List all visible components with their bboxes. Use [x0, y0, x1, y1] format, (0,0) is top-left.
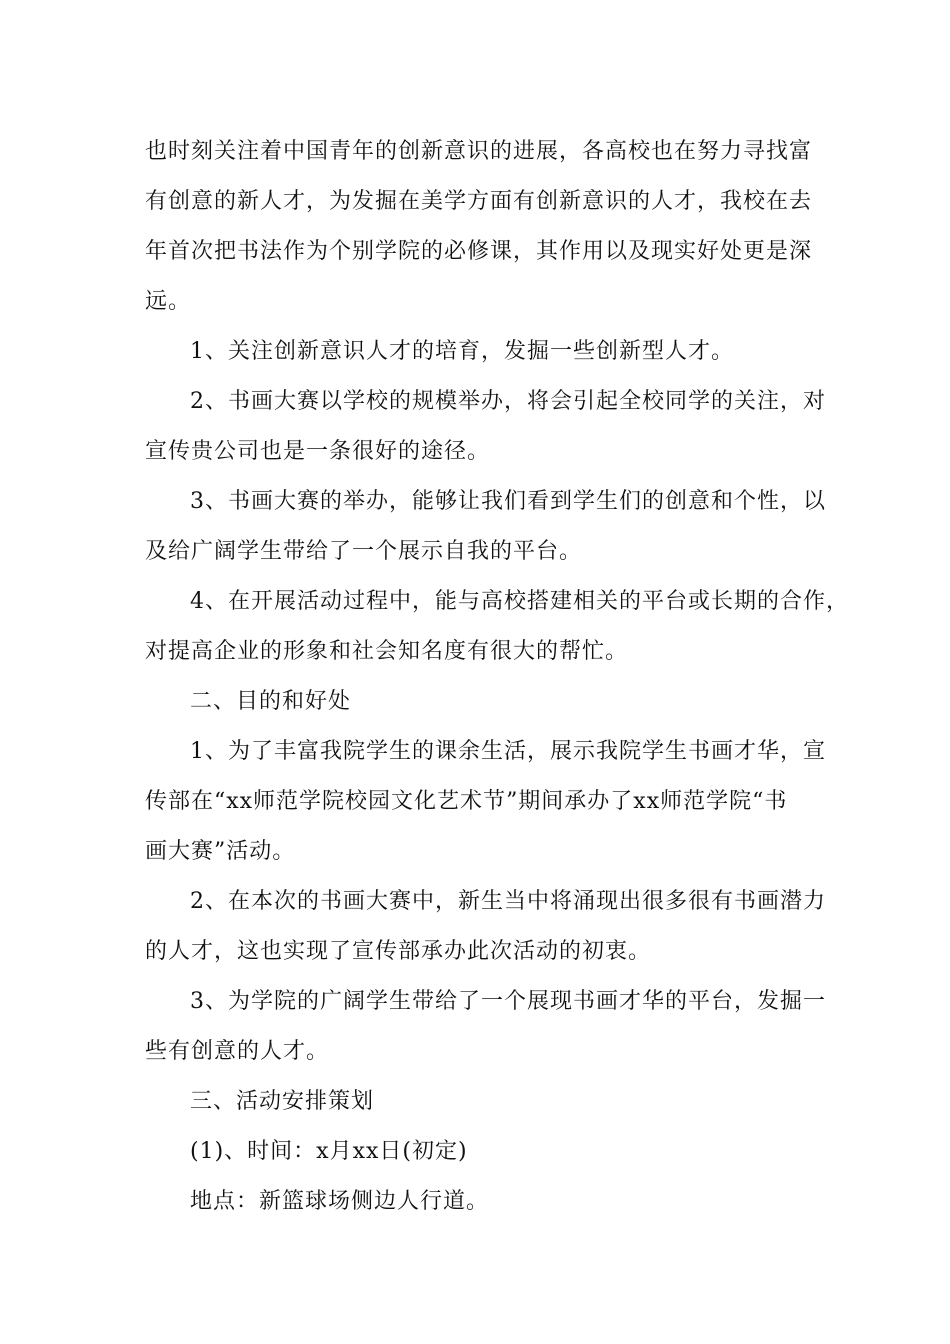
purpose-item-3: 3、为学院的广阔学生带给了一个展现书画才华的平台，发掘一 [190, 989, 826, 1014]
list-item-1: 1、关注创新意识人才的培育，发掘一些创新型人才。 [190, 339, 734, 364]
schedule-time: (1)、时间：x月xx日(初定) [190, 1139, 468, 1164]
purpose-item-1-cont: 画大赛”活动。 [145, 839, 296, 864]
list-item-4: 4、在开展活动过程中，能与高校搭建相关的平台或长期的合作， [190, 589, 849, 614]
list-item-2: 2、书画大赛以学校的规模举办，将会引起全校同学的关注，对 [190, 389, 826, 414]
purpose-item-3-cont: 些有创意的人才。 [145, 1039, 330, 1064]
purpose-item-2: 2、在本次的书画大赛中，新生当中将涌现出很多很有书画潜力 [190, 889, 826, 914]
list-item-3: 3、书画大赛的举办，能够让我们看到学生们的创意和个性，以 [190, 489, 826, 514]
list-item-2-cont: 宣传贵公司也是一条很好的途径。 [145, 439, 491, 464]
section-heading-3: 三、活动安排策划 [190, 1089, 375, 1114]
list-item-3-cont: 及给广阔学生带给了一个展示自我的平台。 [145, 539, 583, 564]
paragraph-line: 远。 [145, 289, 192, 314]
purpose-item-2-cont: 的人才，这也实现了宣传部承办此次活动的初衷。 [145, 939, 652, 964]
purpose-item-1: 1、为了丰富我院学生的课余生活，展示我院学生书画才华，宣 [190, 739, 826, 764]
section-heading-2: 二、目的和好处 [190, 689, 352, 714]
purpose-item-1-cont: 传部在“xx师范学院校园文化艺术节”期间承办了xx师范学院“书 [145, 789, 788, 814]
paragraph-line: 也时刻关注着中国青年的创新意识的进展，各高校也在努力寻找富 [145, 139, 813, 164]
paragraph-line: 年首次把书法作为个别学院的必修课，其作用以及现实好处更是深 [145, 239, 813, 264]
schedule-location: 地点：新篮球场侧边人行道。 [190, 1189, 490, 1214]
list-item-4-cont: 对提高企业的形象和社会知名度有很大的帮忙。 [145, 639, 629, 664]
paragraph-line: 有创意的新人才，为发掘在美学方面有创新意识的人才，我校在去 [145, 189, 813, 214]
